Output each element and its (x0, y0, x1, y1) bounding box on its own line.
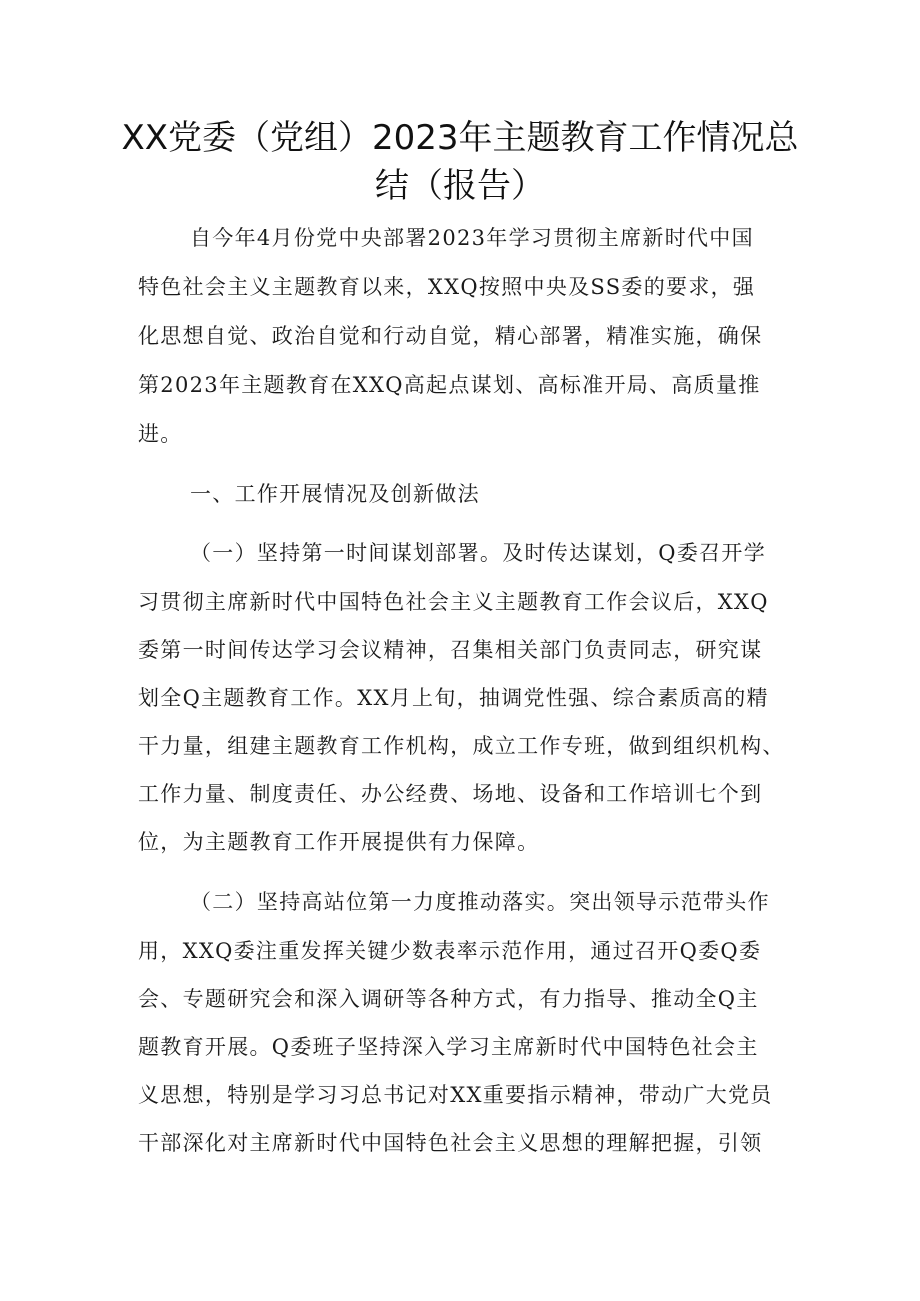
paragraph-1-line-5: 进。 (138, 422, 183, 446)
paragraph-1-line-3: 化思想自觉、政治自觉和行动自觉，精心部署，精准实施，确保 (138, 324, 763, 348)
paragraph-2-line-7: 位，为主题教育工作开展提供有力保障。 (138, 830, 540, 854)
paragraph-3-line-4: 题教育开展。Q委班子坚持深入学习主席新时代中国特色社会主 (138, 1035, 759, 1059)
paragraph-2-line-4: 划全Q主题教育工作。XX月上旬，抽调党性强、综合素质高的精 (138, 686, 769, 710)
paragraph-3-line-3: 会、专题研究会和深入调研等各种方式，有力指导、推动全Q主 (138, 987, 759, 1011)
paragraph-1-line-2: 特色社会主义主题教育以来，XXQ按照中央及SS委的要求，强 (138, 275, 756, 299)
paragraph-2-line-5: 干力量，组建主题教育工作机构，成立工作专班，做到组织机构、 (138, 734, 785, 758)
paragraph-3-line-1: （二）坚持高站位第一力度推动落实。突出领导示范带头作 (190, 890, 770, 914)
paragraph-2-line-1: （一）坚持第一时间谋划部署。及时传达谋划，Q委召开学 (190, 541, 767, 565)
paragraph-2-line-2: 习贯彻主席新时代中国特色社会主义主题教育工作会议后，XXQ (138, 590, 769, 614)
paragraph-2-line-3: 委第一时间传达学习会议精神，召集相关部门负责同志，研究谋 (138, 638, 763, 662)
paragraph-3-line-6: 干部深化对主席新时代中国特色社会主义思想的理解把握，引领 (138, 1131, 763, 1155)
paragraph-1-line-4: 第2023年主题教育在XXQ高起点谋划、高标准开局、高质量推 (138, 373, 761, 397)
paragraph-1-line-1: 自今年4月份党中央部署2023年学习贯彻主席新时代中国 (190, 226, 754, 250)
paragraph-3-line-2: 用，XXQ委注重发挥关键少数表率示范作用，通过召开Q委Q委 (138, 939, 762, 963)
paragraph-2-line-6: 工作力量、制度责任、办公经费、场地、设备和工作培训七个到 (138, 782, 763, 806)
document-title-line-1: XX党委（党组）2023年主题教育工作情况总 (121, 118, 799, 158)
paragraph-3-line-5: 义思想，特别是学习习总书记对XX重要指示精神，带动广大党员 (138, 1083, 773, 1107)
document-title-line-2: 结（报告） (375, 166, 545, 206)
section-heading: 一、工作开展情况及创新做法 (190, 482, 480, 506)
